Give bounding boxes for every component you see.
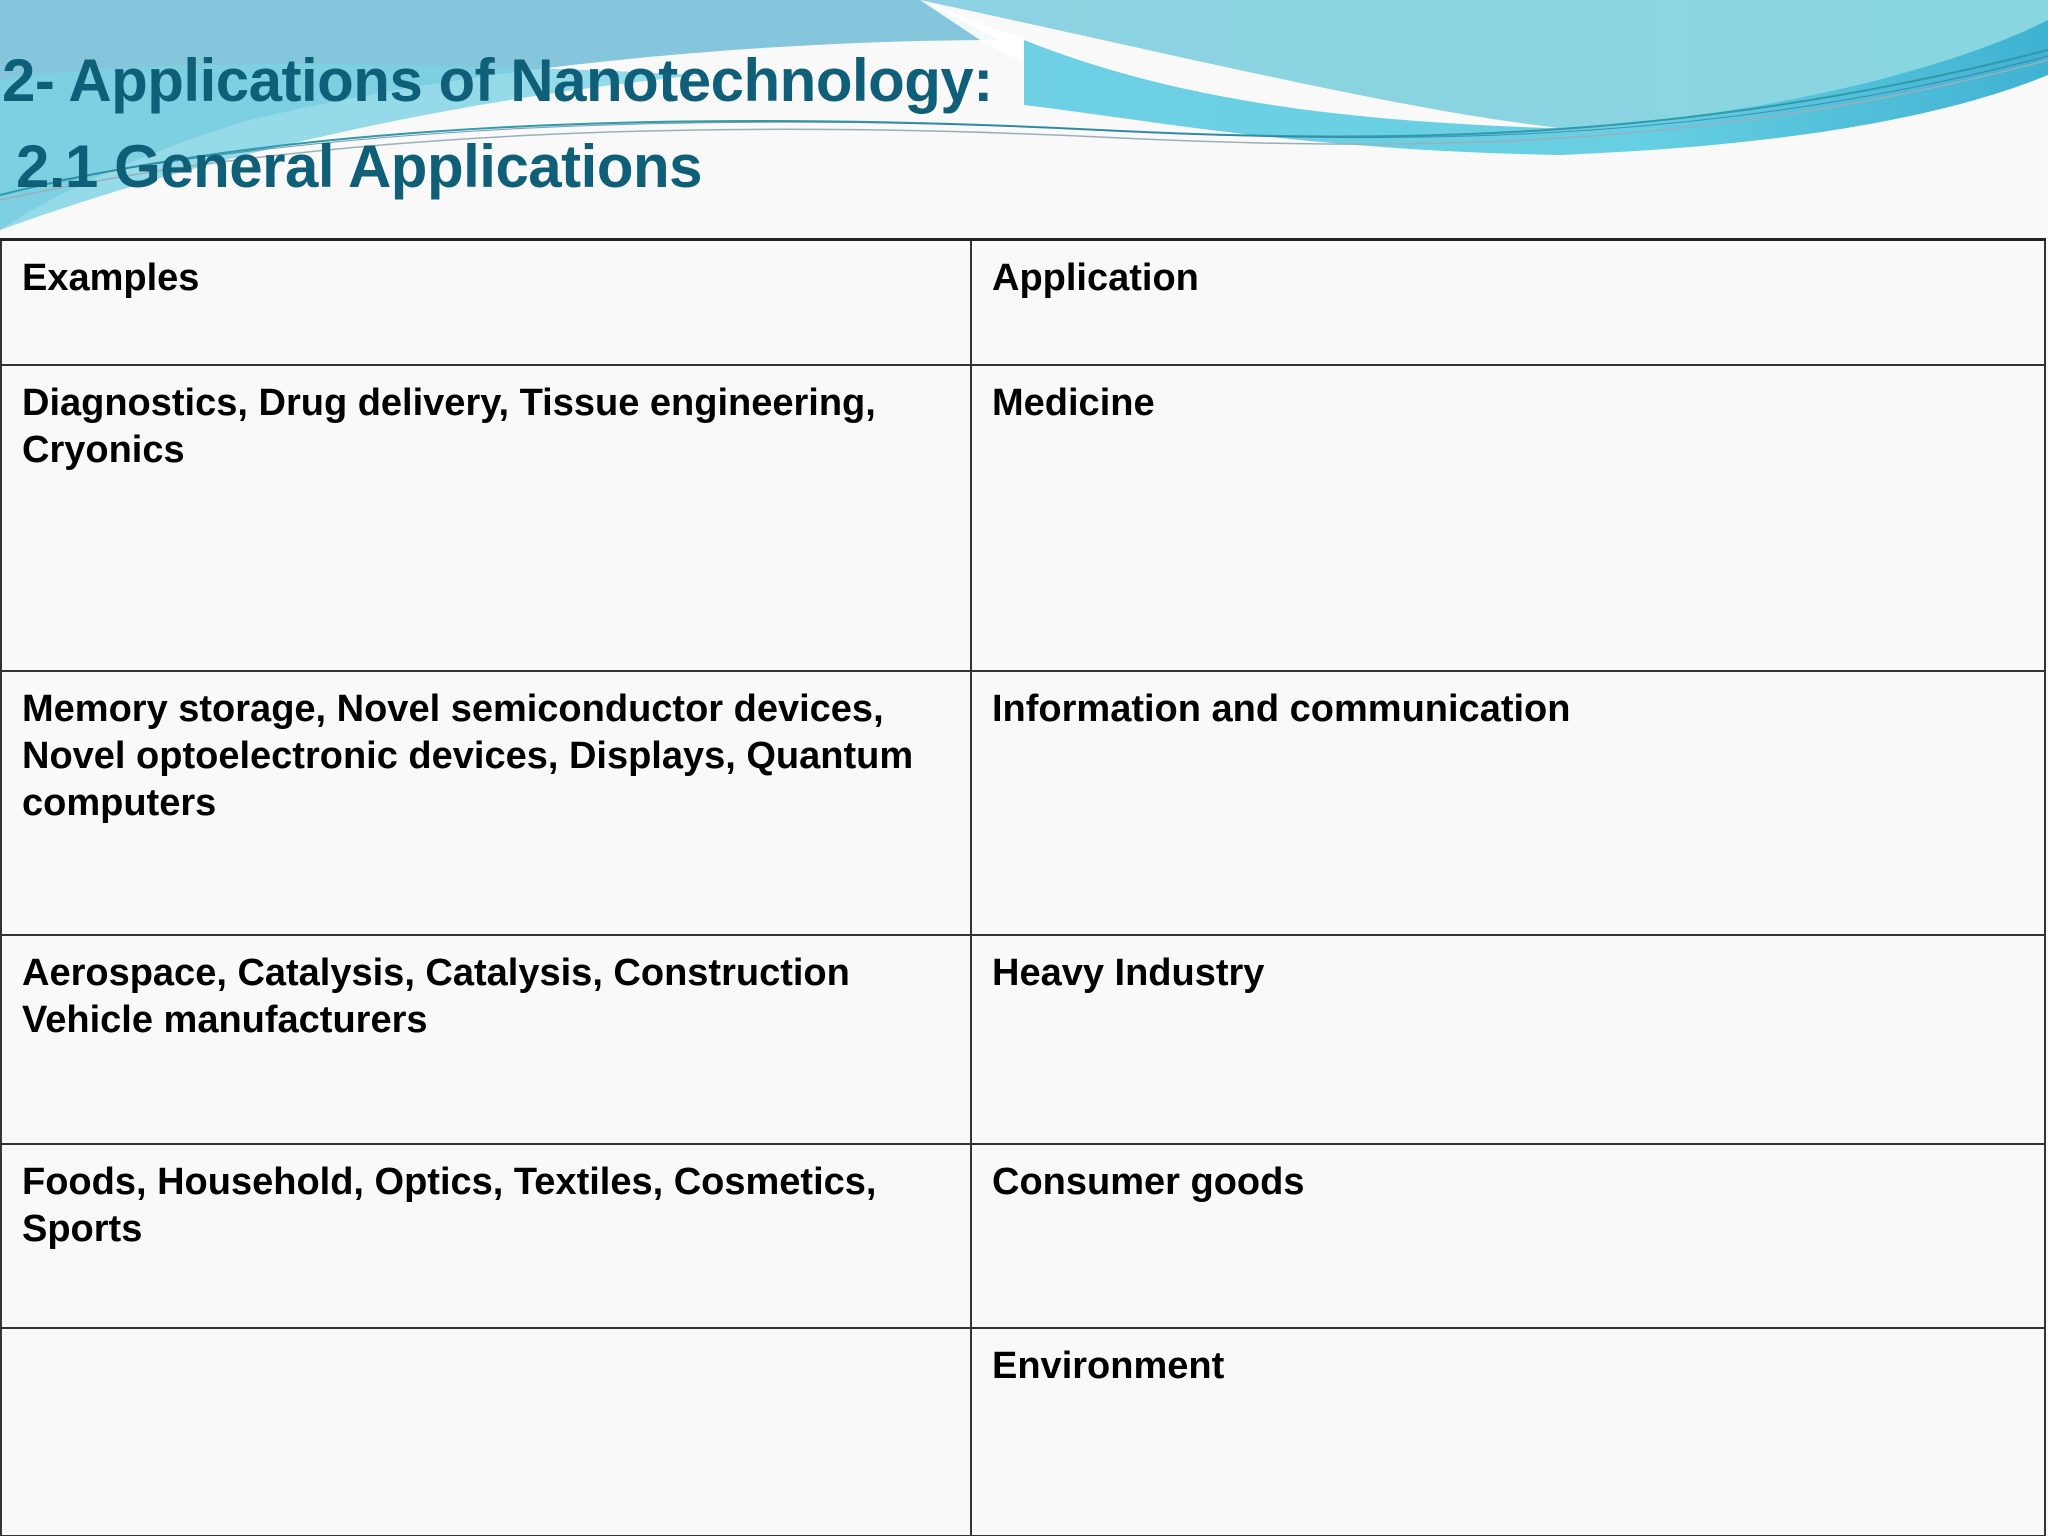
examples-text: Memory storage, Novel semiconductor devices, Novel optoelectronic devices, Displays, Quantum computers [22, 687, 914, 824]
table-row [1, 671, 2045, 935]
examples-cell [1, 1328, 971, 1536]
application-text: Environment [992, 1344, 1225, 1387]
examples-cell [1, 1144, 971, 1328]
application-cell [971, 365, 2045, 671]
header-application-label: Application [992, 257, 1199, 299]
table-row [1, 1144, 2045, 1328]
application-text: Information and communication [992, 687, 1571, 730]
header-examples-label: Examples [22, 257, 200, 299]
wave-header-decoration [0, 0, 2048, 240]
examples-text: Aerospace, Catalysis, Catalysis, Construction Vehicle manufacturers [22, 951, 850, 1041]
application-cell [971, 671, 2045, 935]
examples-cell [1, 671, 971, 935]
application-cell [971, 1328, 2045, 1536]
subtitle-heading: 2.1 General Applications [16, 133, 702, 200]
application-cell [971, 935, 2045, 1144]
examples-cell [1, 935, 971, 1144]
applications-table [0, 238, 2046, 1536]
application-text: Medicine [992, 381, 1155, 424]
title-heading: 2- Applications of Nanotechnology: [2, 47, 993, 114]
application-text: Heavy Industry [992, 951, 1265, 994]
table-row [1, 1328, 2045, 1536]
table-row [1, 935, 2045, 1144]
header-application [971, 240, 2045, 365]
application-cell [971, 1144, 2045, 1328]
examples-text: Foods, Household, Optics, Textiles, Cosmetics, Sports [22, 1160, 877, 1250]
examples-cell [1, 365, 971, 671]
table-header-row [1, 240, 2045, 365]
header-examples [1, 240, 971, 365]
application-text: Consumer goods [992, 1160, 1305, 1203]
table-row [1, 365, 2045, 671]
examples-text: Diagnostics, Drug delivery, Tissue engineering, Cryonics [22, 381, 876, 471]
